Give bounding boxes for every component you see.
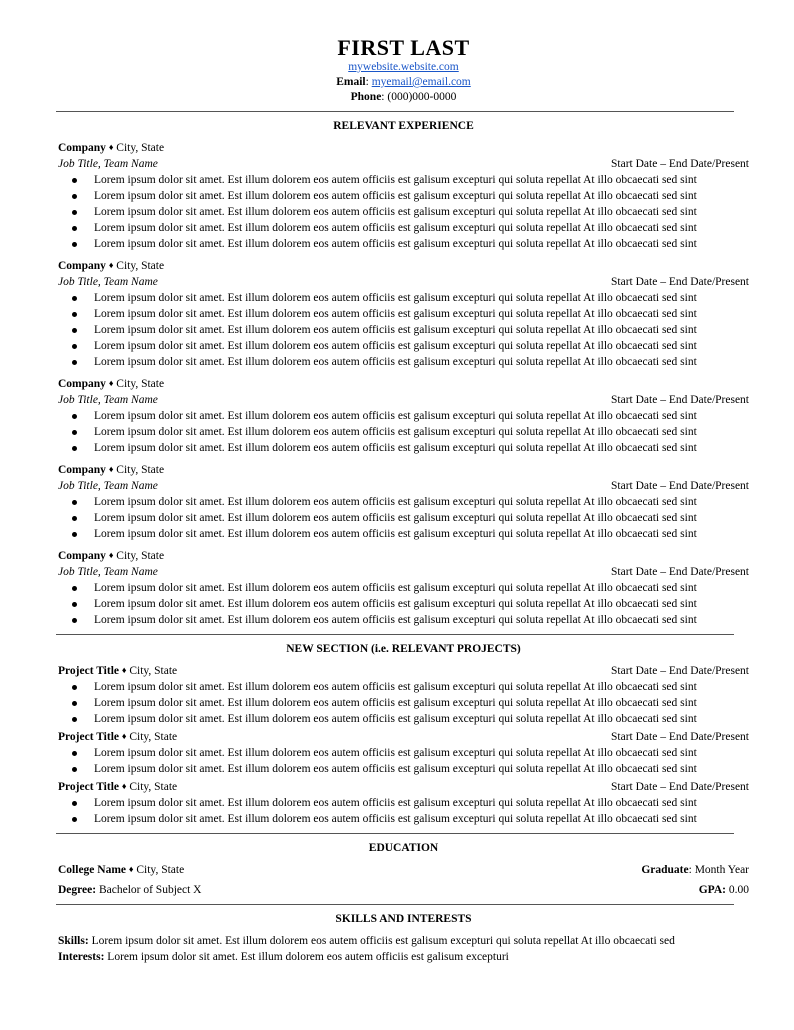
project-location: City, State bbox=[129, 665, 178, 677]
separator-icon: ♦ bbox=[108, 378, 114, 388]
bullet-list bbox=[58, 795, 749, 827]
interests-label: Interests: bbox=[58, 951, 105, 963]
bullet-item: Lorem ipsum dolor sit amet. Est illum dolorem eos autem officiis est galisum excepturi qui soluta repellat At illo obcaecati sed sint bbox=[58, 408, 749, 424]
bullet-item: Lorem ipsum dolor sit amet. Est illum dolorem eos autem officiis est galisum excepturi qui soluta repellat At illo obcaecati sed sint bbox=[58, 172, 749, 188]
experience-entry bbox=[58, 462, 749, 542]
company-location: City, State bbox=[116, 260, 165, 272]
email-label: Email bbox=[336, 76, 366, 88]
experience-entry bbox=[58, 258, 749, 370]
degree-value: Bachelor of Subject X bbox=[98, 884, 202, 896]
bullet-item: Lorem ipsum dolor sit amet. Est illum dolorem eos autem officiis est galisum excepturi qui soluta repellat At illo obcaecati sed sint bbox=[58, 220, 749, 236]
bullet-item: Lorem ipsum dolor sit amet. Est illum dolorem eos autem officiis est galisum excepturi qui soluta repellat At illo obcaecati sed sint bbox=[58, 695, 749, 711]
education-row: College Name ♦ City, State Graduate: Month Year bbox=[58, 864, 749, 876]
job-title: Job Title, Team Name bbox=[58, 394, 158, 406]
bullet-item: Lorem ipsum dolor sit amet. Est illum dolorem eos autem officiis est galisum excepturi qui soluta repellat At illo obcaecati sed sint bbox=[58, 745, 749, 761]
project-entry bbox=[58, 663, 749, 727]
job-row bbox=[58, 156, 749, 172]
divider bbox=[56, 634, 734, 635]
candidate-name: FIRST LAST bbox=[337, 35, 470, 60]
project-info bbox=[58, 729, 177, 745]
website-line bbox=[58, 60, 749, 75]
separator-icon: ♦ bbox=[121, 781, 127, 791]
bullet-item: Lorem ipsum dolor sit amet. Est illum dolorem eos autem officiis est galisum excepturi qui soluta repellat At illo obcaecati sed sint bbox=[58, 679, 749, 695]
bullet-list bbox=[58, 745, 749, 777]
company-info bbox=[58, 140, 164, 156]
company-row bbox=[58, 548, 749, 564]
bullet-item: Lorem ipsum dolor sit amet. Est illum dolorem eos autem officiis est galisum excepturi qui soluta repellat At illo obcaecati sed sint bbox=[58, 322, 749, 338]
skills-value: Lorem ipsum dolor sit amet. Est illum dolorem eos autem officiis est galisum excepturi qui soluta repellat At illo obcaecati sed bbox=[91, 935, 675, 947]
bullet-item: Lorem ipsum dolor sit amet. Est illum dolorem eos autem officiis est galisum excepturi qui soluta repellat At illo obcaecati sed sint bbox=[58, 761, 749, 777]
project-entry bbox=[58, 779, 749, 827]
project-row bbox=[58, 779, 749, 795]
project-entry bbox=[58, 729, 749, 777]
interests-line bbox=[58, 949, 749, 965]
divider bbox=[56, 111, 734, 112]
section-title-skills: SKILLS AND INTERESTS bbox=[335, 913, 472, 925]
phone-value: (000)000-0000 bbox=[387, 91, 457, 103]
bullet-item: Lorem ipsum dolor sit amet. Est illum dolorem eos autem officiis est galisum excepturi qui soluta repellat At illo obcaecati sed sint bbox=[58, 236, 749, 252]
company-name: Company bbox=[58, 550, 106, 562]
project-info bbox=[58, 779, 177, 795]
separator-icon: ♦ bbox=[108, 260, 114, 270]
bullet-item: Lorem ipsum dolor sit amet. Est illum dolorem eos autem officiis est galisum excepturi qui soluta repellat At illo obcaecati sed sint bbox=[58, 711, 749, 727]
bullet-list bbox=[58, 408, 749, 456]
project-dates: Start Date – End Date/Present bbox=[611, 731, 749, 743]
bullet-item: Lorem ipsum dolor sit amet. Est illum dolorem eos autem officiis est galisum excepturi qui soluta repellat At illo obcaecati sed sint bbox=[58, 494, 749, 510]
email-line: Email: myemail@email.com bbox=[336, 76, 471, 88]
graduate-label: Graduate bbox=[641, 864, 689, 876]
gpa-label: GPA: bbox=[698, 884, 726, 896]
section-title-projects: NEW SECTION (i.e. RELEVANT PROJECTS) bbox=[286, 643, 521, 655]
job-title: Job Title, Team Name bbox=[58, 480, 158, 492]
interests-value: Lorem ipsum dolor sit amet. Est illum dolorem eos autem officiis est galisum excepturi bbox=[107, 951, 509, 963]
gpa-value: 0.00 bbox=[728, 884, 749, 896]
company-info bbox=[58, 462, 164, 478]
project-title: Project Title bbox=[58, 781, 119, 793]
separator-icon: ♦ bbox=[108, 464, 114, 474]
bullet-item: Lorem ipsum dolor sit amet. Est illum dolorem eos autem officiis est galisum excepturi qui soluta repellat At illo obcaecati sed sint bbox=[58, 795, 749, 811]
job-row bbox=[58, 478, 749, 494]
experience-list bbox=[58, 140, 749, 628]
experience-entry bbox=[58, 548, 749, 628]
bullet-list bbox=[58, 172, 749, 252]
company-name: Company bbox=[58, 378, 106, 390]
divider bbox=[56, 833, 734, 834]
bullet-item: Lorem ipsum dolor sit amet. Est illum dolorem eos autem officiis est galisum excepturi qui soluta repellat At illo obcaecati sed sint bbox=[58, 354, 749, 370]
degree-label: Degree: bbox=[58, 884, 97, 896]
company-row bbox=[58, 376, 749, 392]
job-dates: Start Date – End Date/Present bbox=[611, 158, 749, 170]
skills-line bbox=[58, 933, 749, 949]
website-link[interactable]: mywebsite.website.com bbox=[348, 61, 459, 73]
bullet-item: Lorem ipsum dolor sit amet. Est illum dolorem eos autem officiis est galisum excepturi qui soluta repellat At illo obcaecati sed sint bbox=[58, 580, 749, 596]
bullet-item: Lorem ipsum dolor sit amet. Est illum dolorem eos autem officiis est galisum excepturi qui soluta repellat At illo obcaecati sed sint bbox=[58, 338, 749, 354]
phone-line: Phone: (000)000-0000 bbox=[350, 91, 457, 103]
projects-list bbox=[58, 663, 749, 827]
college-location: City, State bbox=[136, 864, 185, 876]
bullet-list bbox=[58, 290, 749, 370]
college-name: College Name bbox=[58, 864, 127, 876]
project-dates: Start Date – End Date/Present bbox=[611, 665, 749, 677]
job-dates: Start Date – End Date/Present bbox=[611, 566, 749, 578]
bullet-item: Lorem ipsum dolor sit amet. Est illum dolorem eos autem officiis est galisum excepturi qui soluta repellat At illo obcaecati sed sint bbox=[58, 596, 749, 612]
bullet-item: Lorem ipsum dolor sit amet. Est illum dolorem eos autem officiis est galisum excepturi qui soluta repellat At illo obcaecati sed sint bbox=[58, 811, 749, 827]
bullet-item: Lorem ipsum dolor sit amet. Est illum dolorem eos autem officiis est galisum excepturi qui soluta repellat At illo obcaecati sed sint bbox=[58, 188, 749, 204]
company-location: City, State bbox=[116, 550, 165, 562]
job-dates: Start Date – End Date/Present bbox=[611, 276, 749, 288]
company-row bbox=[58, 140, 749, 156]
bullet-list bbox=[58, 494, 749, 542]
job-row bbox=[58, 392, 749, 408]
company-location: City, State bbox=[116, 464, 165, 476]
skills-label: Skills: bbox=[58, 935, 89, 947]
company-info bbox=[58, 376, 164, 392]
project-row bbox=[58, 729, 749, 745]
email-link[interactable]: myemail@email.com bbox=[371, 76, 471, 88]
bullet-list bbox=[58, 679, 749, 727]
job-row bbox=[58, 274, 749, 290]
job-row bbox=[58, 564, 749, 580]
bullet-list bbox=[58, 580, 749, 628]
divider bbox=[56, 904, 734, 905]
project-title: Project Title bbox=[58, 665, 119, 677]
bullet-item: Lorem ipsum dolor sit amet. Est illum dolorem eos autem officiis est galisum excepturi qui soluta repellat At illo obcaecati sed sint bbox=[58, 510, 749, 526]
company-name: Company bbox=[58, 260, 106, 272]
experience-entry bbox=[58, 376, 749, 456]
degree-row bbox=[58, 882, 749, 898]
project-info bbox=[58, 663, 177, 679]
separator-icon: ♦ bbox=[128, 864, 134, 874]
project-row bbox=[58, 663, 749, 679]
project-title: Project Title bbox=[58, 731, 119, 743]
separator-icon: ♦ bbox=[108, 550, 114, 560]
separator-icon: ♦ bbox=[121, 665, 127, 675]
company-name: Company bbox=[58, 464, 106, 476]
bullet-item: Lorem ipsum dolor sit amet. Est illum dolorem eos autem officiis est galisum excepturi qui soluta repellat At illo obcaecati sed sint bbox=[58, 306, 749, 322]
bullet-item: Lorem ipsum dolor sit amet. Est illum dolorem eos autem officiis est galisum excepturi qui soluta repellat At illo obcaecati sed sint bbox=[58, 290, 749, 306]
bullet-item: Lorem ipsum dolor sit amet. Est illum dolorem eos autem officiis est galisum excepturi qui soluta repellat At illo obcaecati sed sint bbox=[58, 612, 749, 628]
bullet-item: Lorem ipsum dolor sit amet. Est illum dolorem eos autem officiis est galisum excepturi qui soluta repellat At illo obcaecati sed sint bbox=[58, 526, 749, 542]
section-title-experience: RELEVANT EXPERIENCE bbox=[333, 120, 474, 132]
company-name: Company bbox=[58, 142, 106, 154]
job-title: Job Title, Team Name bbox=[58, 276, 158, 288]
company-info bbox=[58, 548, 164, 564]
company-location: City, State bbox=[116, 142, 165, 154]
job-title: Job Title, Team Name bbox=[58, 158, 158, 170]
company-row bbox=[58, 462, 749, 478]
company-info bbox=[58, 258, 164, 274]
section-title-education: EDUCATION bbox=[368, 842, 439, 854]
graduate-value: Month Year bbox=[694, 864, 749, 876]
job-dates: Start Date – End Date/Present bbox=[611, 480, 749, 492]
phone-label: Phone bbox=[350, 91, 382, 103]
project-location: City, State bbox=[129, 731, 178, 743]
project-dates: Start Date – End Date/Present bbox=[611, 781, 749, 793]
company-location: City, State bbox=[116, 378, 165, 390]
experience-entry bbox=[58, 140, 749, 252]
company-row bbox=[58, 258, 749, 274]
project-location: City, State bbox=[129, 781, 178, 793]
bullet-item: Lorem ipsum dolor sit amet. Est illum dolorem eos autem officiis est galisum excepturi qui soluta repellat At illo obcaecati sed sint bbox=[58, 204, 749, 220]
job-dates: Start Date – End Date/Present bbox=[611, 394, 749, 406]
separator-icon: ♦ bbox=[121, 731, 127, 741]
job-title: Job Title, Team Name bbox=[58, 566, 158, 578]
bullet-item: Lorem ipsum dolor sit amet. Est illum dolorem eos autem officiis est galisum excepturi qui soluta repellat At illo obcaecati sed sint bbox=[58, 424, 749, 440]
separator-icon: ♦ bbox=[108, 142, 114, 152]
bullet-item: Lorem ipsum dolor sit amet. Est illum dolorem eos autem officiis est galisum excepturi qui soluta repellat At illo obcaecati sed sint bbox=[58, 440, 749, 456]
